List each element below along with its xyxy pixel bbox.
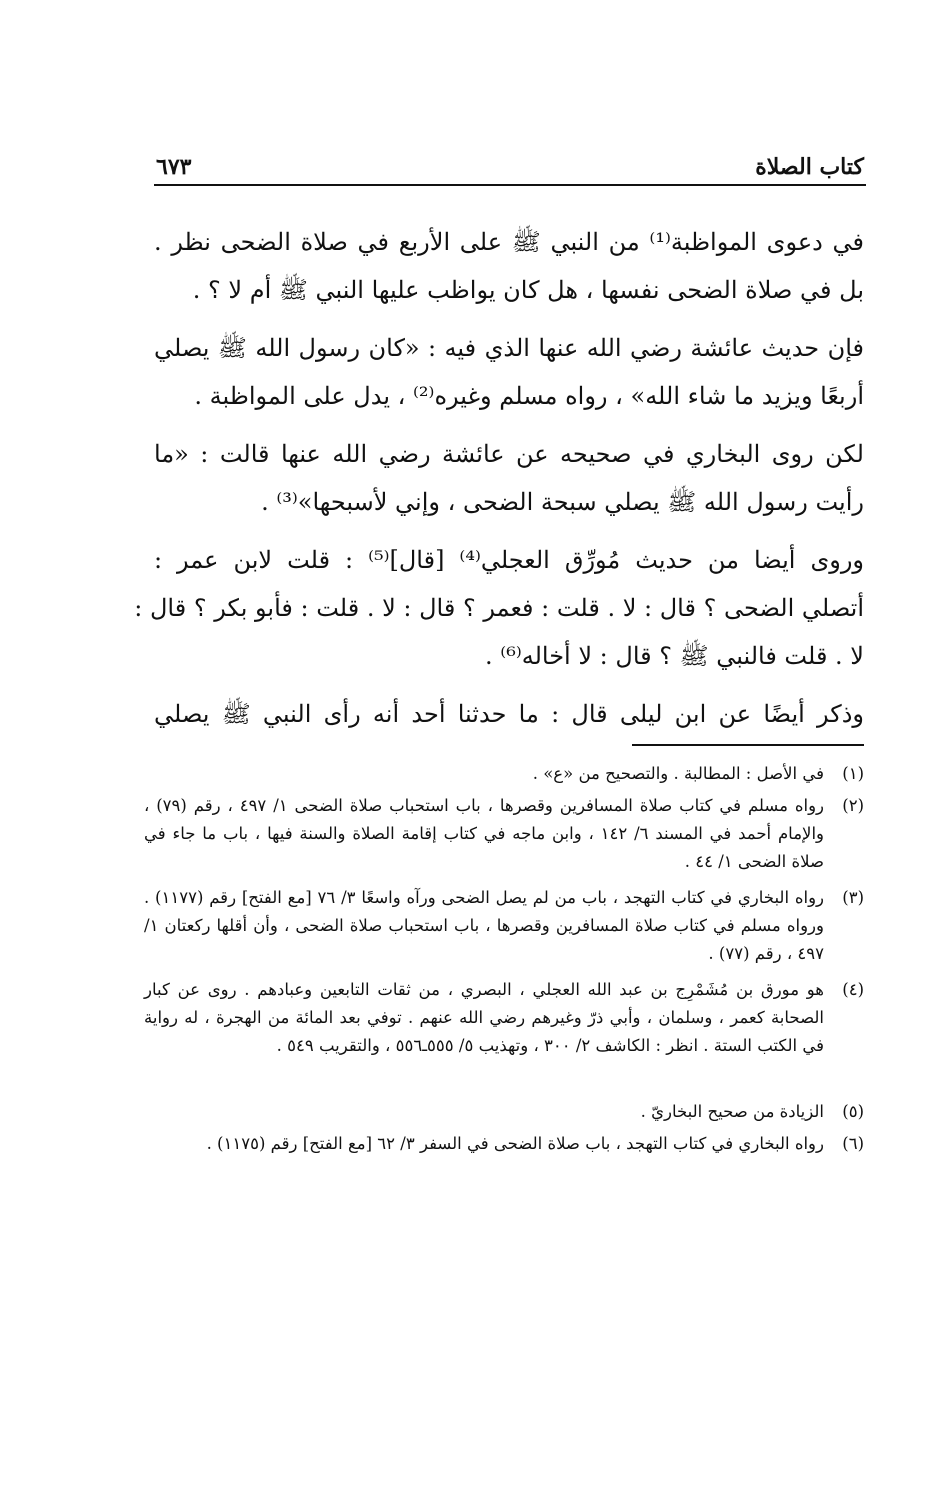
- footnote-text: رواه البخاري في كتاب التهجد ، باب من لم يصل الضحى ورآه واسعًا ٣/ ٧٦ [مع الفتح] رقم (١١٧٧) . ورواه مسلم في كتاب صلاة المسافرين وقصرها ، باب استحباب صلاة الضحى ، وأن أقلها ركعتان ١/ ٤٩٧ ، رقم (٧٧) .: [144, 888, 825, 963]
- footnote-text: في الأصل : المطالبة . والتصحيح من «ع» .: [532, 764, 824, 783]
- footnote: [144, 1098, 864, 1126]
- body-line: فإن حديث عائشة رضي الله عنها الذي فيه : «كان رسول الله ﷺ يصلي: [154, 334, 864, 362]
- footnote-number: (٢): [842, 796, 864, 815]
- body-line: لا . قلت فالنبي ﷺ ؟ قال : لا أخاله⁽⁶⁾ .: [485, 642, 864, 670]
- footnote-number: (٣): [842, 888, 864, 907]
- footnote: [144, 792, 864, 876]
- body-line: أربعًا ويزيد ما شاء الله» ، رواه مسلم وغيره⁽²⁾ ، يدل على المواظبة .: [194, 382, 864, 410]
- footnote: [144, 976, 864, 1060]
- body-line: رأيت رسول الله ﷺ يصلي سبحة الضحى ، وإني لأسبحها»⁽³⁾ .: [261, 488, 864, 516]
- footnote: [144, 760, 864, 788]
- body-line: لكن روى البخاري في صحيحه عن عائشة رضي الله عنها قالت : «ما: [154, 440, 864, 468]
- footnote-text: رواه مسلم في كتاب صلاة المسافرين وقصرها ، باب استحباب صلاة الضحى ١/ ٤٩٧ ، رقم (٧٩) ، والإمام أحمد في المسند ٦/ ١٤٢ ، وابن ماجه في كتاب إقامة الصلاة والسنة فيها ، باب ما جاء في صلاة الضحى ١/ ٤٤ .: [144, 796, 825, 871]
- running-header-title: كتاب الصلاة: [755, 154, 864, 180]
- footnote-text: رواه البخاري في كتاب التهجد ، باب صلاة الضحى في السفر ٣/ ٦٢ [مع الفتح] رقم (١١٧٥) .: [206, 1134, 824, 1153]
- footnote-number: (١): [842, 764, 864, 783]
- footnote-separator: [632, 744, 864, 746]
- body-line: في دعوى المواظبة⁽¹⁾ من النبي ﷺ على الأربع في صلاة الضحى نظر .: [154, 228, 865, 256]
- footnote-number: (٤): [842, 980, 864, 999]
- footnote-number: (٥): [842, 1102, 864, 1121]
- footnote: [144, 884, 864, 968]
- footnote-text: الزيادة من صحيح البخاريّ .: [640, 1102, 824, 1121]
- page-number: ٦٧٣: [156, 154, 192, 180]
- body-line: وروى أيضا من حديث مُورِّق العجلي⁽⁴⁾ [قال]⁽⁵⁾ : قلت لابن عمر :: [154, 546, 864, 574]
- header-rule: [154, 184, 866, 186]
- footnote: [144, 1130, 864, 1158]
- body-line: أتصلي الضحى ؟ قال : لا . قلت : فعمر ؟ قال : لا . قلت : فأبو بكر ؟ قال :: [134, 594, 864, 622]
- footnote-number: (٦): [842, 1134, 864, 1153]
- footnote-text: هو مورق بن مُشَمْرِج بن عبد الله العجلي ، البصري ، من ثقات التابعين وعبادهم . روى عن كبار الصحابة كعمر ، وسلمان ، وأبي ذرّ وغيرهم رضي الله عنهم . توفي بعد المائة من الهجرة ، له رواية في الكتب الستة . انظر : الكاشف ٢/ ٣٠٠ ، وتهذيب ٥/ ٥٥٥ـ٥٥٦ ، والتقريب ٥٤٩ .: [144, 980, 824, 1055]
- body-line: بل في صلاة الضحى نفسها ، هل كان يواظب عليها النبي ﷺ أم لا ؟ .: [192, 276, 864, 304]
- body-line: وذكر أيضًا عن ابن ليلى قال : ما حدثنا أحد أنه رأى النبي ﷺ يصلي: [154, 700, 864, 728]
